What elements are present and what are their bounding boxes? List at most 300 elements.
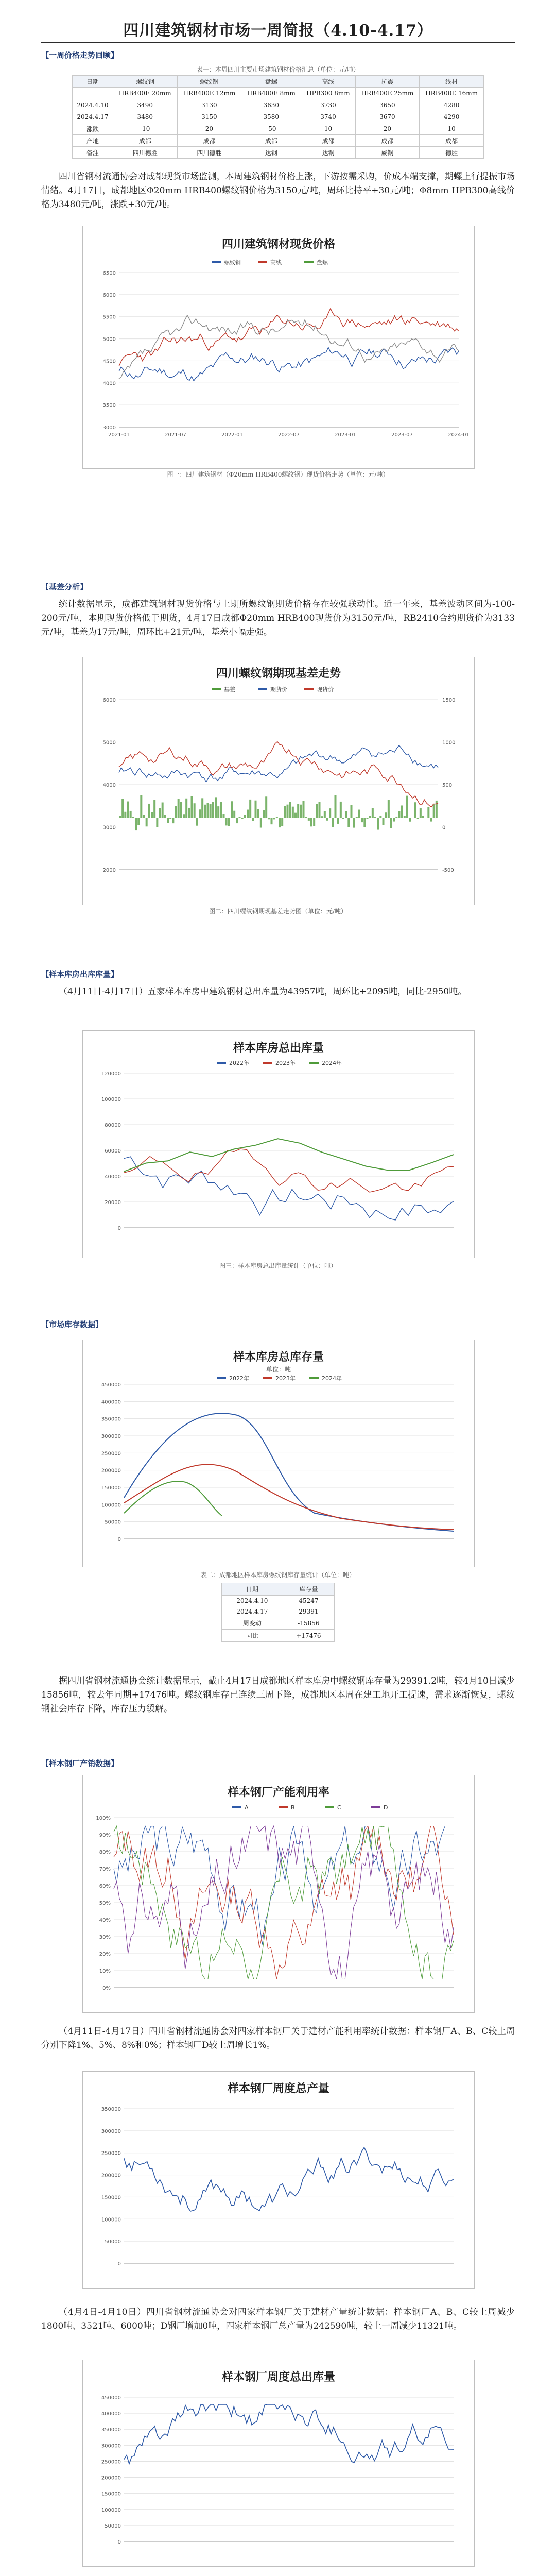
capacity-legend-swatch bbox=[325, 1806, 334, 1808]
basis-bar bbox=[215, 797, 217, 818]
basis-bar bbox=[409, 818, 411, 822]
warehouse-series-2024 bbox=[124, 1139, 454, 1172]
basis-bar bbox=[194, 803, 196, 818]
price-table-cell: 产地 bbox=[73, 135, 113, 147]
warehouse-y-tick: 100000 bbox=[101, 1097, 121, 1103]
capacity-legend-swatch bbox=[232, 1806, 241, 1808]
basis-bar bbox=[319, 802, 321, 818]
price-table-cell: 达钢 bbox=[241, 147, 301, 159]
section-heading-stock: 【市场库存数据】 bbox=[41, 1320, 103, 1329]
stock-series-2024 bbox=[124, 1481, 222, 1516]
warehouse-legend-label: 2022年 bbox=[229, 1060, 249, 1066]
basis-bar bbox=[358, 810, 360, 818]
price-table-cell bbox=[73, 88, 113, 99]
warehouse-chart bbox=[82, 1030, 475, 1258]
output-chart-plot bbox=[83, 2098, 474, 2284]
basis-bar bbox=[398, 811, 401, 818]
output-y-tick: 0 bbox=[117, 2261, 121, 2267]
basis-bar bbox=[404, 816, 406, 818]
price-series-coil bbox=[119, 315, 459, 379]
capacity-paragraph: （4月11日-4月17日）四川省钢材流通协会对四家样本钢厂关于建材产能利用率统计数据：样本钢厂A、B、C较上周分别下降1%、5%、8%和0%；样本钢厂D较上周增长1%。 bbox=[41, 2026, 515, 2051]
basis-bar bbox=[188, 808, 190, 818]
stock-legend-label: 2024年 bbox=[322, 1375, 342, 1382]
basis-legend-label: 现货价 bbox=[317, 686, 334, 693]
price-table-row bbox=[73, 135, 484, 147]
basis-y-tick: 3000 bbox=[102, 825, 116, 831]
price-table-cell: 螺纹钢 bbox=[177, 76, 241, 88]
price-x-tick: 2023-01 bbox=[335, 432, 356, 438]
warehouse-legend-swatch bbox=[217, 1062, 226, 1064]
basis-legend-label: 期货价 bbox=[270, 686, 287, 693]
basis-bar bbox=[119, 816, 121, 818]
price-chart-plot bbox=[83, 257, 474, 463]
output-series bbox=[124, 2147, 454, 2211]
basis-bar bbox=[199, 809, 201, 818]
basis-bar bbox=[297, 804, 299, 818]
stock-y-tick: 400000 bbox=[101, 1399, 121, 1405]
section-heading-mill: 【样本钢厂产销数据】 bbox=[41, 1759, 119, 1768]
basis-bar bbox=[217, 806, 219, 818]
stock-legend-swatch bbox=[309, 1377, 319, 1379]
section-heading-price: 【一周价格走势回顾】 bbox=[41, 50, 119, 60]
basis-bar bbox=[284, 806, 286, 818]
basis-bar bbox=[294, 813, 297, 818]
output-y-tick: 250000 bbox=[101, 2150, 121, 2157]
price-table-row bbox=[73, 88, 484, 99]
price-y-tick: 5000 bbox=[102, 336, 116, 343]
basis-bar bbox=[385, 812, 387, 818]
basis-bar bbox=[239, 817, 241, 818]
output-y-tick: 350000 bbox=[101, 2107, 121, 2112]
capacity-chart-title: 样本钢厂产能利用率 bbox=[227, 1786, 329, 1799]
shipment-y-tick: 200000 bbox=[101, 2475, 121, 2481]
price-x-tick: 2023-07 bbox=[391, 432, 413, 438]
output-y-tick: 200000 bbox=[101, 2173, 121, 2179]
price-table-cell: HRB400E 16mm bbox=[420, 88, 484, 99]
stock-y-tick: 250000 bbox=[101, 1451, 121, 1457]
basis-bar bbox=[348, 818, 350, 827]
warehouse-legend-swatch bbox=[263, 1062, 272, 1064]
capacity-y-tick: 100% bbox=[96, 1816, 111, 1821]
basis-bar bbox=[316, 804, 318, 818]
price-table-cell: 抗震 bbox=[355, 76, 420, 88]
capacity-legend-label: A bbox=[245, 1804, 249, 1811]
basis-bar bbox=[422, 816, 424, 818]
stock-table bbox=[221, 1583, 335, 1642]
basis-bar bbox=[148, 804, 150, 818]
basis-y2-tick: 500 bbox=[442, 783, 453, 788]
output-y-tick: 50000 bbox=[105, 2239, 121, 2245]
shipment-y-tick: 400000 bbox=[101, 2411, 121, 2417]
basis-bar bbox=[356, 817, 358, 818]
basis-y-tick: 2000 bbox=[102, 868, 116, 873]
basis-bar bbox=[159, 808, 161, 818]
price-table-cell: 10 bbox=[420, 123, 484, 135]
basis-bar bbox=[162, 803, 164, 818]
stock-chart bbox=[82, 1340, 475, 1567]
price-legend-label: 螺纹钢 bbox=[224, 259, 241, 266]
stock-table-row bbox=[222, 1606, 335, 1617]
basis-legend-swatch bbox=[304, 688, 314, 690]
basis-bar bbox=[406, 796, 408, 818]
basis-bar bbox=[273, 818, 275, 819]
capacity-legend-label: B bbox=[291, 1804, 295, 1811]
capacity-legend-swatch bbox=[371, 1806, 380, 1808]
warehouse-y-tick: 60000 bbox=[105, 1148, 121, 1154]
shipment-y-tick: 50000 bbox=[105, 2523, 121, 2529]
stock-y-tick: 450000 bbox=[101, 1382, 121, 1388]
basis-bar bbox=[146, 818, 148, 826]
shipment-chart-plot bbox=[83, 2387, 474, 2562]
stock-chart-subtitle: 单位：吨 bbox=[266, 1366, 291, 1373]
basis-bar bbox=[231, 801, 233, 818]
basis-bar bbox=[305, 817, 307, 818]
price-table-cell: 20 bbox=[355, 123, 420, 135]
output-paragraph: （4月4日-4月10日）四川省钢材流通协会对四家样本钢厂关于建材产量统计数据：样本钢厂A、B、C较上周减少1800吨、3521吨、6000吨；D钢厂增加0吨，四家样本钢厂总产量为242590吨，较上一周减少11321吨。 bbox=[41, 2307, 515, 2332]
output-chart bbox=[82, 2071, 475, 2289]
price-table-cell: 3730 bbox=[301, 99, 355, 111]
capacity-y-tick: 90% bbox=[99, 1833, 111, 1838]
basis-y-tick: 6000 bbox=[102, 698, 116, 703]
price-x-tick: 2024-01 bbox=[448, 432, 470, 438]
stock-table-row bbox=[222, 1583, 335, 1596]
basis-bar bbox=[324, 811, 326, 818]
price-table-cell: 四川德胜 bbox=[113, 147, 177, 159]
basis-bar bbox=[342, 818, 344, 819]
basis-bar bbox=[191, 796, 193, 818]
stock-legend-label: 2023年 bbox=[275, 1375, 296, 1382]
price-table-cell: 成都 bbox=[177, 135, 241, 147]
price-table-cell: HRB400E 20mm bbox=[113, 88, 177, 99]
basis-bar bbox=[143, 815, 145, 818]
basis-y-tick: 4000 bbox=[102, 783, 116, 788]
stock-table-row bbox=[222, 1630, 335, 1642]
basis-chart-caption: 图二：四川螺纹钢期现基差走势图（单位：元/吨） bbox=[208, 908, 348, 915]
basis-bar bbox=[249, 800, 251, 818]
basis-bar bbox=[271, 818, 273, 824]
price-table-cell: 线材 bbox=[420, 76, 484, 88]
price-y-tick: 5500 bbox=[102, 314, 116, 320]
capacity-series-a bbox=[114, 1826, 454, 1945]
stock-table-caption: 表二：成都地区样本库房螺纹钢库存量统计（单位：吨） bbox=[200, 1571, 355, 1579]
basis-bar bbox=[260, 818, 262, 828]
basis-bar bbox=[140, 795, 142, 818]
stock-table-cell: -15856 bbox=[283, 1617, 334, 1630]
stock-table-row bbox=[222, 1617, 335, 1630]
price-legend-swatch bbox=[304, 261, 314, 263]
price-table bbox=[72, 75, 484, 159]
basis-bar bbox=[427, 807, 429, 818]
price-table-cell: 成都 bbox=[113, 135, 177, 147]
price-table-cell: 四川德胜 bbox=[177, 147, 241, 159]
price-table-cell: 4290 bbox=[420, 111, 484, 123]
basis-bar bbox=[393, 818, 395, 822]
basis-bar bbox=[300, 805, 302, 818]
stock-y-tick: 100000 bbox=[101, 1502, 121, 1509]
basis-bar bbox=[241, 818, 244, 819]
stock-y-tick: 200000 bbox=[101, 1468, 121, 1474]
shipment-chart bbox=[82, 2360, 475, 2567]
price-legend-label: 高线 bbox=[270, 259, 282, 266]
capacity-y-tick: 40% bbox=[99, 1918, 111, 1923]
basis-bar bbox=[169, 818, 171, 819]
basis-bar bbox=[279, 818, 281, 827]
basis-series-spot bbox=[119, 742, 438, 807]
price-chart bbox=[82, 226, 475, 469]
title-divider bbox=[41, 42, 515, 43]
warehouse-legend-label: 2023年 bbox=[275, 1060, 296, 1066]
basis-bar bbox=[225, 818, 228, 825]
price-table-cell: 螺纹钢 bbox=[113, 76, 177, 88]
basis-bar bbox=[263, 810, 265, 818]
basis-bar bbox=[361, 818, 363, 822]
price-table-cell: -10 bbox=[113, 123, 177, 135]
price-x-tick: 2022-01 bbox=[221, 432, 243, 438]
shipment-y-tick: 0 bbox=[117, 2539, 121, 2545]
price-table-cell: 10 bbox=[301, 123, 355, 135]
basis-bar bbox=[292, 807, 294, 818]
price-table-cell: 3650 bbox=[355, 99, 420, 111]
price-chart-caption: 图一：四川建筑钢材（Φ20mm HRB400螺纹钢）现货价格走势（单位：元/吨） bbox=[167, 471, 389, 478]
price-table-cell: 3490 bbox=[113, 99, 177, 111]
output-y-tick: 150000 bbox=[101, 2195, 121, 2201]
stock-table-cell: 库存量 bbox=[283, 1583, 334, 1596]
warehouse-y-tick: 80000 bbox=[105, 1123, 121, 1128]
capacity-y-tick: 30% bbox=[99, 1935, 111, 1940]
price-series-wire bbox=[119, 309, 459, 366]
price-table-cell: 成都 bbox=[241, 135, 301, 147]
basis-bar bbox=[132, 817, 134, 818]
stock-table-cell: 45247 bbox=[283, 1596, 334, 1606]
price-table-cell: 威钢 bbox=[355, 147, 420, 159]
price-table-cell: HRB400E 8mm bbox=[241, 88, 301, 99]
stock-series-2022 bbox=[124, 1413, 454, 1531]
capacity-y-tick: 10% bbox=[99, 1969, 111, 1974]
basis-bar bbox=[372, 808, 374, 818]
basis-bar bbox=[196, 818, 198, 826]
price-y-tick: 3500 bbox=[102, 403, 116, 409]
basis-bar bbox=[124, 812, 126, 818]
stock-table-cell: 日期 bbox=[222, 1583, 283, 1596]
basis-bar bbox=[265, 796, 267, 818]
price-table-cell: -50 bbox=[241, 123, 301, 135]
warehouse-series-2022 bbox=[124, 1157, 454, 1220]
price-table-cell: 2024.4.17 bbox=[73, 111, 113, 123]
stock-chart-title: 样本库房总库存量 bbox=[233, 1350, 324, 1364]
basis-bar bbox=[353, 818, 355, 828]
capacity-y-tick: 80% bbox=[99, 1850, 111, 1855]
basis-bar bbox=[135, 818, 137, 830]
basis-bar bbox=[281, 818, 283, 826]
basis-legend-swatch bbox=[212, 688, 221, 690]
stock-table-cell: 同比 bbox=[222, 1630, 283, 1642]
basis-bar bbox=[244, 815, 246, 818]
basis-legend-label: 基差 bbox=[224, 686, 235, 693]
basis-bar bbox=[289, 802, 291, 818]
warehouse-y-tick: 40000 bbox=[105, 1174, 121, 1180]
basis-y-tick: 5000 bbox=[102, 740, 116, 746]
basis-bar bbox=[257, 809, 259, 818]
price-table-cell: 3740 bbox=[301, 111, 355, 123]
basis-bar bbox=[233, 811, 235, 818]
basis-bar bbox=[383, 818, 385, 825]
shipment-y-tick: 300000 bbox=[101, 2443, 121, 2449]
basis-y2-tick: 0 bbox=[442, 825, 446, 831]
price-y-tick: 6500 bbox=[102, 270, 116, 276]
stock-table-cell: 2024.4.17 bbox=[222, 1606, 283, 1617]
basis-bar bbox=[308, 818, 310, 821]
shipment-y-tick: 250000 bbox=[101, 2459, 121, 2465]
price-x-tick: 2021-07 bbox=[165, 432, 186, 438]
basis-bar bbox=[395, 817, 397, 818]
price-table-row bbox=[73, 147, 484, 159]
stock-table-row bbox=[222, 1596, 335, 1606]
warehouse-legend-swatch bbox=[309, 1062, 319, 1064]
price-table-cell: 成都 bbox=[420, 135, 484, 147]
basis-legend-swatch bbox=[258, 688, 267, 690]
basis-bar bbox=[210, 804, 212, 818]
capacity-y-tick: 0% bbox=[102, 1986, 111, 1991]
basis-bar bbox=[164, 815, 166, 818]
warehouse-legend-label: 2024年 bbox=[322, 1060, 342, 1066]
basis-bar bbox=[401, 805, 403, 818]
basis-bar bbox=[255, 801, 257, 818]
basis-bar bbox=[363, 818, 366, 827]
basis-chart-title: 四川螺纹钢期现基差走势 bbox=[216, 667, 341, 680]
basis-bar bbox=[417, 818, 419, 819]
price-table-cell: 3130 bbox=[177, 99, 241, 111]
price-table-cell: 德胜 bbox=[420, 147, 484, 159]
basis-bar bbox=[332, 818, 334, 827]
price-table-cell: 20 bbox=[177, 123, 241, 135]
basis-bar bbox=[153, 800, 155, 818]
stock-table-cell: +17476 bbox=[283, 1630, 334, 1642]
price-table-cell: 3150 bbox=[177, 111, 241, 123]
basis-bar bbox=[178, 799, 180, 818]
price-y-tick: 4500 bbox=[102, 359, 116, 365]
basis-bar bbox=[180, 802, 182, 818]
stock-table-cell: 29391 bbox=[283, 1606, 334, 1617]
basis-bar bbox=[127, 802, 129, 818]
basis-bar bbox=[337, 818, 339, 824]
capacity-y-tick: 70% bbox=[99, 1867, 111, 1872]
price-y-tick: 4000 bbox=[102, 381, 116, 387]
basis-bar bbox=[212, 802, 214, 818]
price-legend-swatch bbox=[212, 261, 221, 263]
shipment-y-tick: 150000 bbox=[101, 2491, 121, 2497]
price-table-cell: 达钢 bbox=[301, 147, 355, 159]
basis-bar bbox=[207, 803, 209, 818]
basis-bar bbox=[351, 805, 353, 818]
capacity-legend-label: D bbox=[384, 1804, 388, 1811]
basis-y2-tick: 1500 bbox=[442, 698, 456, 703]
page-title: 四川建筑钢材市场一周简报（4.10-4.17） bbox=[123, 22, 433, 40]
warehouse-chart-title: 样本库房总出库量 bbox=[233, 1041, 324, 1055]
warehouse-paragraph: （4月11日-4月17日）五家样本库房中建筑钢材总出库量为43957吨，周环比+2095吨，同比-2950吨。 bbox=[59, 987, 467, 997]
price-table-cell: 盘螺 bbox=[241, 76, 301, 88]
basis-bar bbox=[183, 814, 185, 818]
basis-bar bbox=[247, 810, 249, 818]
basis-bar bbox=[121, 799, 124, 818]
basis-bar bbox=[377, 818, 379, 830]
price-table-cell: 高线 bbox=[301, 76, 355, 88]
basis-paragraph: 统计数据显示，成都建筑钢材现货价格与上期所螺纹钢期货价格存在较强联动性。近一年来，基差波动区间为-100-200元/吨，本期现货价格低于期货，4月17日成都Φ20mm HRB400现货价为3150元/吨，RB2410合约期货价为3133元/吨，基差为17元/吨，周环比+21元/吨，基差小幅走强。 bbox=[41, 599, 515, 638]
capacity-legend-swatch bbox=[279, 1806, 288, 1808]
price-table-cell: 3580 bbox=[241, 111, 301, 123]
basis-bar bbox=[252, 818, 254, 821]
basis-bar bbox=[326, 818, 328, 821]
warehouse-chart-plot bbox=[83, 1058, 474, 1253]
price-legend-label: 盘螺 bbox=[317, 259, 328, 266]
basis-bar bbox=[430, 818, 432, 822]
price-table-cell: 成都 bbox=[355, 135, 420, 147]
output-chart-title: 样本钢厂周度总产量 bbox=[227, 2082, 329, 2095]
section-heading-basis: 【基差分析】 bbox=[41, 582, 88, 591]
capacity-chart bbox=[82, 1775, 475, 2013]
price-paragraph: 四川省钢材流通协会对成都现货市场监测，本周建筑钢材价格上涨，下游按需采购，价成本端支撑，期螺上行提振市场情绪。4月17日，成都地区Φ20mm HRB400螺纹钢价格为3150元/吨，周环比持平+30元/吨；Φ8mm HPB300高线价格为3480元/吨，涨跌+30元/吨。 bbox=[41, 172, 515, 210]
basis-bar bbox=[172, 818, 174, 823]
price-x-tick: 2022-07 bbox=[278, 432, 300, 438]
price-chart-title: 四川建筑钢材现货价格 bbox=[221, 238, 335, 251]
basis-bar bbox=[137, 818, 140, 825]
price-table-cell: 涨跌 bbox=[73, 123, 113, 135]
capacity-y-tick: 50% bbox=[99, 1901, 111, 1906]
price-table-cell: 3670 bbox=[355, 111, 420, 123]
basis-bar bbox=[340, 802, 342, 818]
price-series-rebar bbox=[119, 347, 459, 381]
price-table-cell: 成都 bbox=[301, 135, 355, 147]
price-table-row bbox=[73, 111, 484, 123]
price-table-cell: HRB400E 25mm bbox=[355, 88, 420, 99]
price-table-cell: HRB400E 12mm bbox=[177, 88, 241, 99]
price-table-caption: 表一：本周四川主要市场建筑钢材价格汇总（单位：元/吨） bbox=[196, 66, 360, 73]
price-table-row bbox=[73, 99, 484, 111]
basis-chart-plot bbox=[83, 684, 474, 901]
basis-bar bbox=[175, 806, 177, 818]
price-table-cell: 3630 bbox=[241, 99, 301, 111]
basis-bar bbox=[369, 816, 371, 818]
price-table-cell: 备注 bbox=[73, 147, 113, 159]
basis-series-futures bbox=[119, 745, 438, 782]
stock-y-tick: 350000 bbox=[101, 1416, 121, 1422]
basis-bar bbox=[321, 816, 323, 818]
capacity-y-tick: 20% bbox=[99, 1952, 111, 1957]
basis-bar bbox=[374, 817, 376, 818]
shipment-y-tick: 350000 bbox=[101, 2427, 121, 2433]
price-table-row bbox=[73, 123, 484, 135]
price-y-tick: 6000 bbox=[102, 292, 116, 298]
shipment-chart-title: 样本钢厂周度总出库量 bbox=[221, 2370, 335, 2384]
stock-y-tick: 0 bbox=[117, 1537, 121, 1543]
stock-y-tick: 150000 bbox=[101, 1485, 121, 1491]
basis-bar bbox=[379, 816, 381, 818]
price-table-cell: 日期 bbox=[73, 76, 113, 88]
stock-series-2023 bbox=[124, 1464, 454, 1530]
basis-chart bbox=[82, 657, 475, 905]
shipment-y-tick: 100000 bbox=[101, 2507, 121, 2513]
basis-y2-tick: 1000 bbox=[442, 740, 456, 746]
capacity-legend-label: C bbox=[337, 1804, 341, 1811]
basis-y2-tick: -500 bbox=[442, 868, 454, 873]
basis-bar bbox=[433, 804, 435, 818]
basis-bar bbox=[151, 812, 153, 818]
stock-legend-swatch bbox=[263, 1377, 272, 1379]
stock-chart-plot bbox=[83, 1374, 474, 1565]
basis-bar bbox=[223, 814, 225, 818]
stock-table-cell: 2024.4.10 bbox=[222, 1596, 283, 1606]
basis-bar bbox=[236, 818, 238, 823]
output-y-tick: 100000 bbox=[101, 2217, 121, 2223]
